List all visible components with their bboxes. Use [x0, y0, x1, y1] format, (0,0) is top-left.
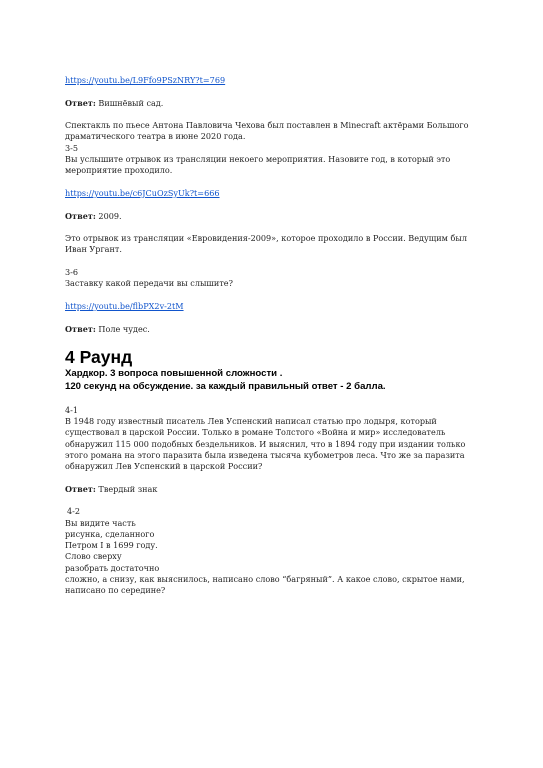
question-3-5-answer	[65, 211, 485, 222]
answer-text: Поле чудес.	[98, 323, 150, 334]
round-4-subtitle-1: Хардкор. 3 вопроса повышенной сложности .	[65, 368, 283, 380]
question-4-2-line-2: рисунка, сделанного	[65, 528, 155, 539]
answer-label: Ответ:	[65, 210, 96, 221]
answer-text: 2009.	[98, 210, 122, 221]
round-4-heading: 4 Раунд	[65, 347, 133, 368]
question-4-2-line-6: сложно, а снизу, как выяснилось, написано слово “багряный”. А какое слово, скрытое нами,	[65, 574, 465, 585]
question-3-5-video-link[interactable]: https://youtu.be/c6JCuOzSyUk?t=666	[65, 187, 220, 198]
question-3-6-number: 3-6	[65, 267, 79, 278]
question-3-4-note: Спектакль по пьесе Антона Павловича Чехова был поставлен в Minecraft актёрами Большого драматического театра в июне 2020 года.	[65, 120, 469, 142]
question-3-5-number: 3-5	[65, 142, 79, 153]
document-body	[65, 75, 485, 597]
question-4-2-line-5: разобрать достаточно	[65, 562, 160, 573]
answer-text: Твердый знак	[98, 483, 158, 494]
question-4-2-line-1: Вы видите часть	[65, 517, 136, 528]
round-4-subtitle-2: 120 секунд на обсуждение. за каждый правильный ответ - 2 балла.	[65, 380, 386, 392]
question-4-2-number: 4-2	[67, 506, 81, 517]
answer-label: Ответ:	[65, 323, 96, 334]
question-3-6-video-link[interactable]: https://youtu.be/flbPX2v-2tM	[65, 300, 184, 311]
question-3-5-text: Вы услышите отрывок из трансляции некоего мероприятия. Назовите год, в который это мероприятие проходило.	[65, 154, 451, 176]
question-3-4-link-line	[65, 75, 485, 86]
question-4-2-line-3: Петром I в 1699 году.	[65, 540, 158, 551]
question-4-1-answer	[65, 484, 485, 495]
question-3-6-answer	[65, 324, 485, 335]
question-3-5-note: Это отрывок из трансляции «Евровидения-2009», которое проходило в России. Ведущим был Иван Ургант.	[65, 233, 468, 255]
question-4-2-line-4: Слово сверху	[65, 551, 122, 562]
answer-text: Вишнёвый сад.	[98, 97, 164, 108]
question-3-6-link-line	[65, 301, 485, 312]
question-3-5-link-line	[65, 188, 485, 199]
question-4-1-number: 4-1	[65, 404, 79, 415]
question-4-1-text: В 1948 году известный писатель Лев Успенский написал статью про лодыря, который существовал в царской России. Только в романе Толстого «Война и мир» исследователь обнаружил 115 000 подобных бездельников. И выяснил, что в 1894 году при издании только этого романа на этого паразита была изведена тысяча кубометров леса. Что же за паразита обнаружил Лев Успенский в царской России?	[65, 415, 466, 472]
answer-label: Ответ:	[65, 483, 96, 494]
question-3-4-answer	[65, 98, 485, 109]
question-4-2-line-7: написано по середине?	[65, 585, 166, 596]
question-3-4-video-link[interactable]: https://youtu.be/L9Ffo9PSzNRY?t=769	[65, 75, 226, 85]
question-3-6-text: Заставку какой передачи вы слышите?	[65, 278, 233, 289]
answer-label: Ответ:	[65, 97, 96, 108]
